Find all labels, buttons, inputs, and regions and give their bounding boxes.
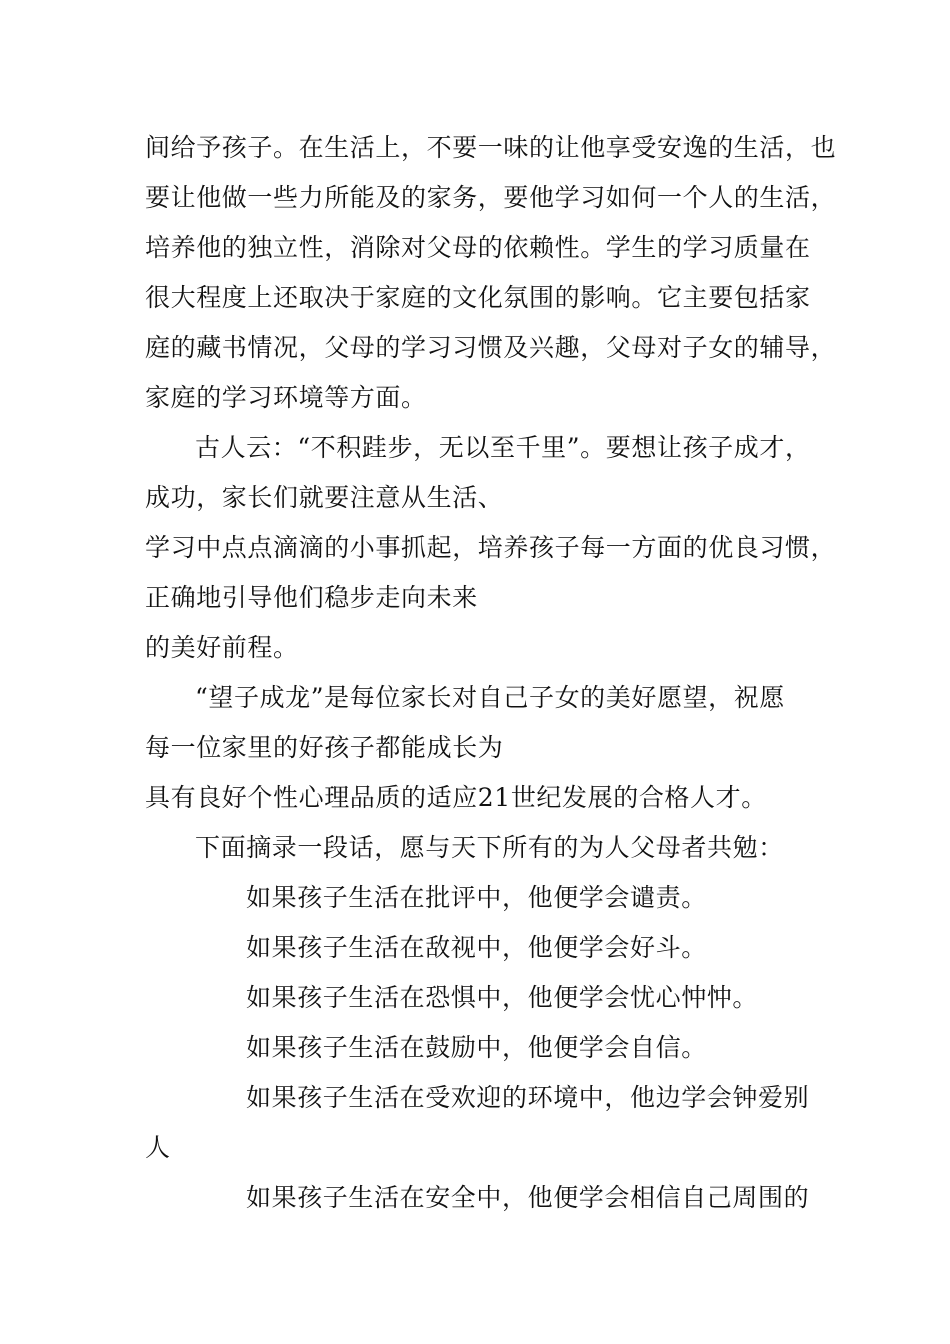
text-line: 如果孩子生活在恐惧中，他便学会忧心忡忡。 <box>246 983 759 1012</box>
text-line: “望子成龙”是每位家长对自己子女的美好愿望，祝愿 <box>195 683 785 712</box>
text-line: 培养他的独立性，消除对父母的依赖性。学生的学习质量在 <box>145 233 811 262</box>
text-line: 正确地引导他们稳步走向未来 <box>145 583 478 612</box>
text-line: 很大程度上还取决于家庭的文化氛围的影响。它主要包括家 <box>145 283 811 312</box>
text-line: 庭的藏书情况，父母的学习习惯及兴趣，父母对子女的辅导， <box>145 333 837 362</box>
text-line: 如果孩子生活在敌视中，他便学会好斗。 <box>246 933 707 962</box>
text-line: 学习中点点滴滴的小事抓起，培养孩子每一方面的优良习惯， <box>145 533 837 562</box>
text-line: 成功，家长们就要注意从生活、 <box>145 483 504 512</box>
text-line: 的美好前程。 <box>145 633 299 662</box>
text-line: 人 <box>145 1133 171 1162</box>
text-line: 要让他做一些力所能及的家务，要他学习如何一个人的生活， <box>145 183 837 212</box>
text-line: 如果孩子生活在受欢迎的环境中，他边学会钟爱别 <box>246 1083 810 1112</box>
text-line: 每一位家里的好孩子都能成长为 <box>145 733 504 762</box>
text-line: 如果孩子生活在批评中，他便学会谴责。 <box>246 883 707 912</box>
text-line: 下面摘录一段话，愿与天下所有的为人父母者共勉： <box>195 833 784 862</box>
text-line: 家庭的学习环境等方面。 <box>145 383 427 412</box>
text-line: 如果孩子生活在安全中，他便学会相信自己周围的 <box>246 1183 810 1212</box>
text-line: 如果孩子生活在鼓励中，他便学会自信。 <box>246 1033 707 1062</box>
text-line: 古人云：“不积跬步，无以至千里”。要想让孩子成才， <box>195 433 811 462</box>
text-line: 间给予孩子。在生活上，不要一味的让他享受安逸的生活，也 <box>145 133 837 162</box>
text-line: 具有良好个性心理品质的适应21世纪发展的合格人才。 <box>145 783 767 812</box>
